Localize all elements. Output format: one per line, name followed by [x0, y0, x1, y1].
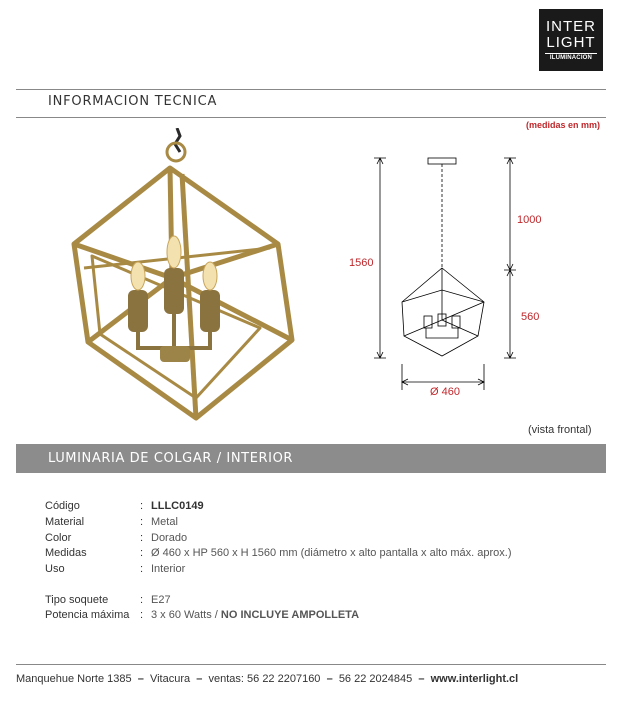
footer-sales-phone: ventas: 56 22 2207160	[208, 673, 321, 685]
drawing-canopy	[428, 158, 456, 164]
footer-district: Vitacura	[149, 673, 191, 685]
technical-drawing	[360, 150, 530, 400]
logo-line3: ILUMINACION	[549, 55, 593, 61]
spec-value: LLLC0149	[151, 500, 204, 512]
spec-value: 3 x 60 Watts /	[151, 609, 218, 621]
dim-line-shade	[504, 270, 516, 358]
footer-website-link[interactable]: www.interlight.cl	[430, 673, 519, 685]
logo-line2: LIGHT	[546, 34, 596, 51]
spec-list: Código : LLLC0149 Material : Metal Color : Dorado Medidas : Ø 460 x HP 560 x H 1560 mm (diámetro x alto pantalla x alto máx. aprox.) Uso : Interior	[45, 500, 512, 575]
category-banner	[16, 444, 606, 473]
logo-divider	[545, 53, 597, 54]
spec-value: Dorado	[151, 532, 188, 544]
spec-label: Tipo soquete	[45, 594, 109, 606]
footer: Manquehue Norte 1385 – Vitacura – ventas: 56 22 2207160 – 56 22 2024845 – www.interlight.cl	[16, 673, 519, 685]
diameter-label: Ø 460	[430, 386, 460, 398]
shade-height-label: 560	[521, 311, 540, 323]
logo-line1: INTER	[546, 18, 596, 35]
chain-length-label: 1000	[517, 214, 542, 226]
title-divider	[16, 117, 606, 118]
brand-logo	[539, 9, 603, 71]
footer-phone: 56 22 2024845	[338, 673, 413, 685]
footer-address: Manquehue Norte 1385	[16, 673, 132, 685]
units-note: (medidas en mm)	[525, 120, 600, 130]
spec-value: Metal	[151, 516, 178, 528]
drawing-fixture	[402, 268, 484, 356]
spec-warning: NO INCLUYE AMPOLLETA	[217, 609, 360, 621]
view-note: (vista frontal)	[528, 424, 592, 436]
spec-label: Código	[45, 500, 80, 512]
total-height-label: 1560	[349, 257, 374, 269]
spec-list-electrical: Tipo soquete : E27 Potencia máxima : 3 x 60 Watts / NO INCLUYE AMPOLLETA	[45, 594, 360, 621]
spec-value: E27	[151, 594, 171, 606]
spec-label: Potencia máxima	[45, 609, 130, 621]
spec-value: Ø 460 x HP 560 x H 1560 mm (diámetro x alto pantalla x alto máx. aprox.)	[151, 547, 512, 559]
category-label: LUMINARIA DE COLGAR / INTERIOR	[48, 451, 294, 466]
dim-line-total-height	[374, 158, 386, 358]
top-divider	[16, 89, 606, 90]
chain	[175, 128, 180, 152]
spec-value: Interior	[151, 563, 186, 575]
spec-label: Medidas	[45, 547, 87, 559]
dim-line-chain	[504, 158, 516, 270]
spec-label: Color	[45, 532, 72, 544]
section-title: INFORMACION TECNICA	[48, 94, 218, 109]
footer-divider	[16, 664, 606, 665]
product-photo	[60, 128, 310, 428]
spec-label: Material	[45, 516, 85, 528]
spec-label: Uso	[45, 563, 65, 575]
